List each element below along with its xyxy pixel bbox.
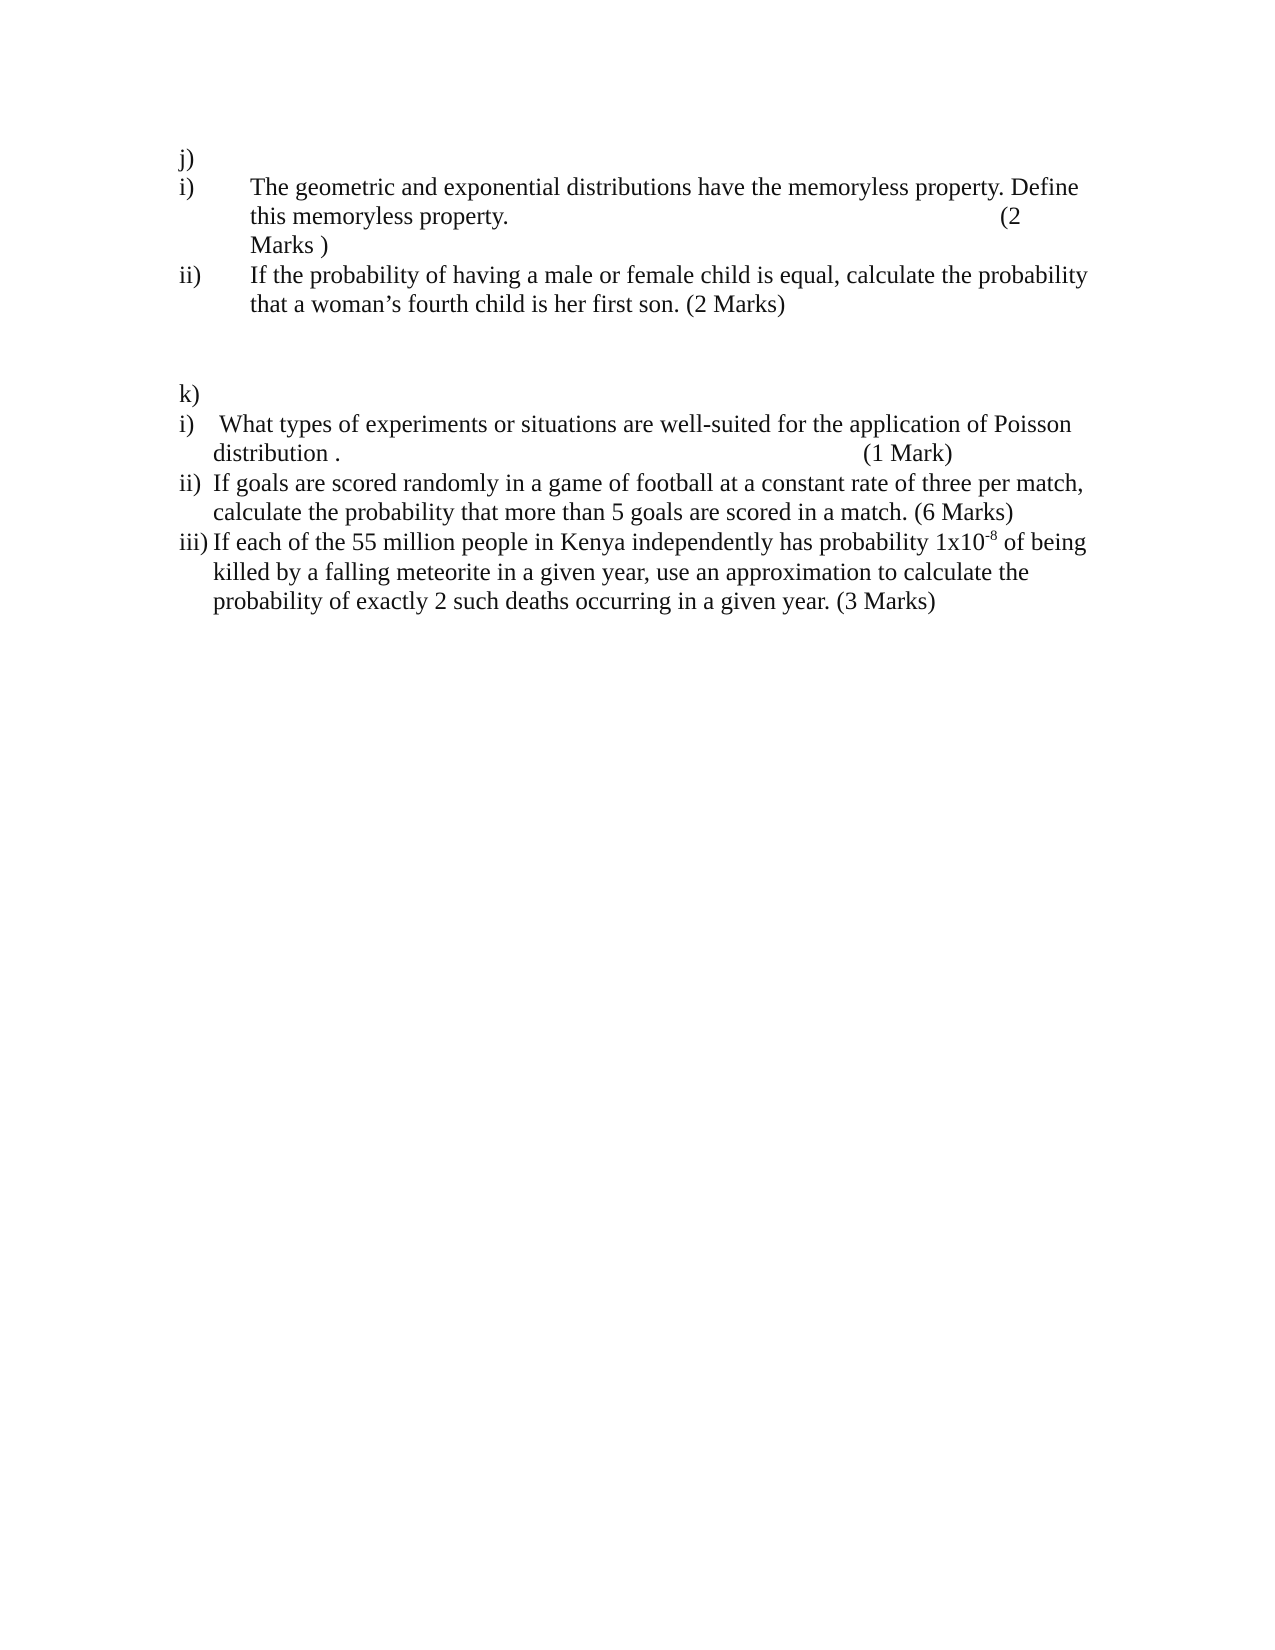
question-number: i) <box>179 174 195 201</box>
question-text-line: distribution . <box>213 440 341 467</box>
question-text-line: What types of experiments or situations are well-suited for the application of Poisson <box>219 411 1072 438</box>
question-text-line: probability of exactly 2 such deaths occurring in a given year. (3 Marks) <box>213 588 936 615</box>
question-text-before-exponent: If each of the 55 million people in Kenya independently has probability 1x10 <box>213 529 986 556</box>
question-number: ii) <box>179 470 202 497</box>
question-text-line: that a woman’s fourth child is her first son. (2 Marks) <box>250 291 786 318</box>
question-text-line: this memoryless property. <box>250 203 509 230</box>
section-label-k: k) <box>179 381 200 408</box>
question-text-line: If goals are scored randomly in a game of football at a constant rate of three per match, <box>213 470 1084 497</box>
section-label-j: j) <box>179 145 195 172</box>
question-text-line: The geometric and exponential distributions have the memoryless property. Define <box>250 174 1079 201</box>
question-text-line: calculate the probability that more than 5 goals are scored in a match. (6 Marks) <box>213 499 1014 526</box>
question-number: iii) <box>179 529 209 556</box>
question-text-line: If the probability of having a male or female child is equal, calculate the probability <box>250 262 1088 289</box>
question-text-line <box>213 527 1086 558</box>
question-text-line: killed by a falling meteorite in a given year, use an approximation to calculate the <box>213 559 1030 586</box>
marks-label: (1 Mark) <box>863 440 953 467</box>
exponent: -8 <box>985 528 998 544</box>
question-number: ii) <box>179 262 202 289</box>
question-text-after-exponent: of being <box>997 529 1087 556</box>
question-number: i) <box>179 411 195 438</box>
question-text-line: Marks ) <box>250 232 329 259</box>
marks-fragment: (2 <box>1000 203 1021 230</box>
